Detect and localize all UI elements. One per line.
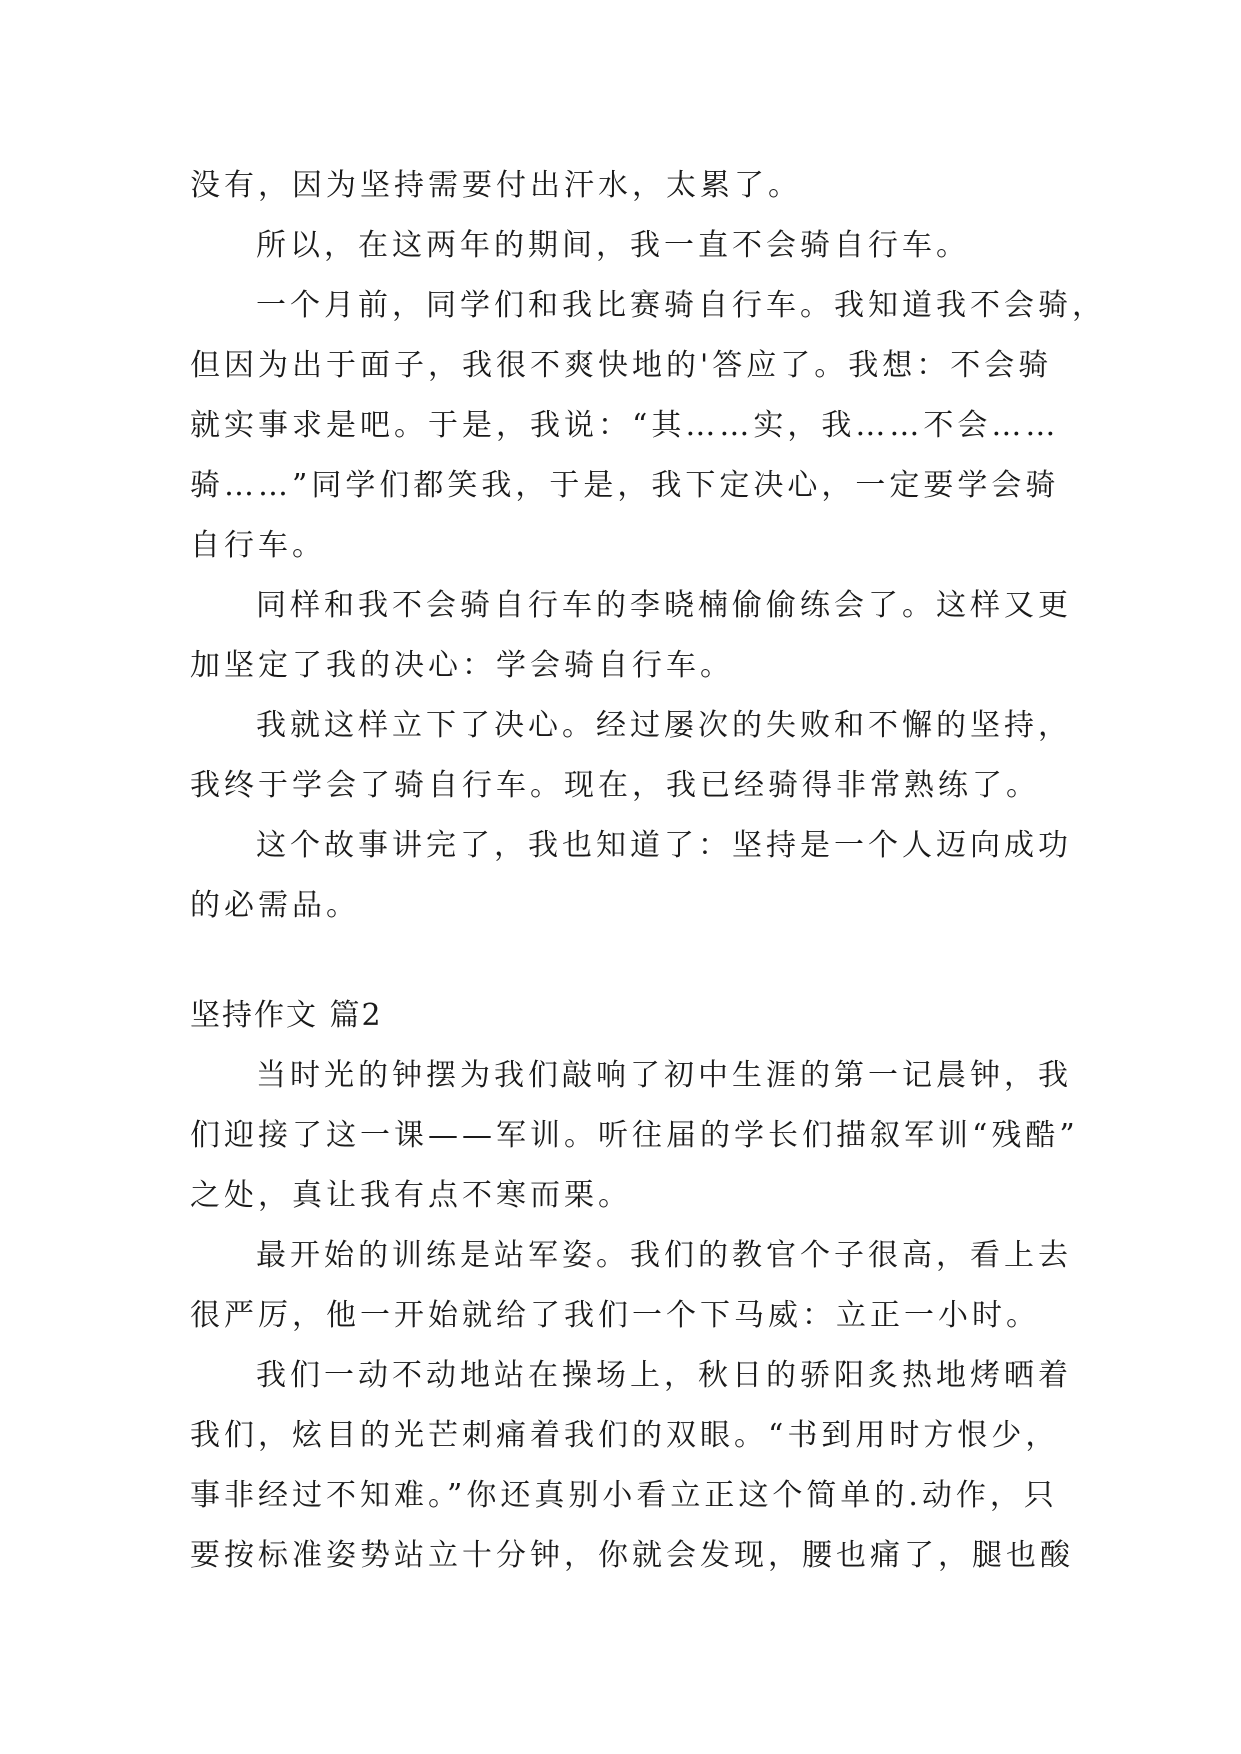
text-line: 一个月前，同学们和我比赛骑自行车。我知道我不会骑， <box>256 288 1106 323</box>
text-line: 我终于学会了骑自行车。现在，我已经骑得非常熟练了。 <box>190 768 1040 803</box>
text-line: 要按标准姿势站立十分钟，你就会发现，腰也痛了，腿也酸 <box>190 1538 1074 1573</box>
section-heading: 坚持作文 篇2 <box>190 998 383 1033</box>
text-line: 之处，真让我有点不寒而栗。 <box>190 1178 632 1213</box>
text-line: 同样和我不会骑自行车的李晓楠偷偷练会了。这样又更 <box>256 588 1072 623</box>
text-line: 当时光的钟摆为我们敲响了初中生涯的第一记晨钟，我 <box>256 1058 1072 1093</box>
text-line: 骑……”同学们都笑我，于是，我下定决心，一定要学会骑 <box>190 468 1060 503</box>
text-line: 的必需品。 <box>190 888 360 923</box>
text-line: 事非经过不知难。”你还真别小看立正这个简单的.动作，只 <box>190 1478 1058 1513</box>
text-line: 自行车。 <box>190 528 326 563</box>
text-line: 加坚定了我的决心：学会骑自行车。 <box>190 648 734 683</box>
text-line: 我们，炫目的光芒刺痛着我们的双眼。“书到用时方恨少， <box>190 1418 1060 1453</box>
text-line: 我们一动不动地站在操场上，秋日的骄阳炙热地烤晒着 <box>256 1358 1072 1393</box>
text-line: 就实事求是吧。于是，我说：“其……实，我……不会…… <box>190 408 1060 443</box>
text-line: 但因为出于面子，我很不爽快地的'答应了。我想：不会骑 <box>190 348 1053 383</box>
text-line: 所以，在这两年的期间，我一直不会骑自行车。 <box>256 228 970 263</box>
text-line: 没有，因为坚持需要付出汗水，太累了。 <box>190 168 802 203</box>
text-line: 很严厉，他一开始就给了我们一个下马威：立正一小时。 <box>190 1298 1040 1333</box>
text-line: 我就这样立下了决心。经过屡次的失败和不懈的坚持， <box>256 708 1072 743</box>
text-line: 最开始的训练是站军姿。我们的教官个子很高，看上去 <box>256 1238 1072 1273</box>
text-line: 这个故事讲完了，我也知道了：坚持是一个人迈向成功 <box>256 828 1072 863</box>
text-line: 们迎接了这一课——军训。听往届的学长们描叙军训“残酷” <box>190 1118 1079 1153</box>
